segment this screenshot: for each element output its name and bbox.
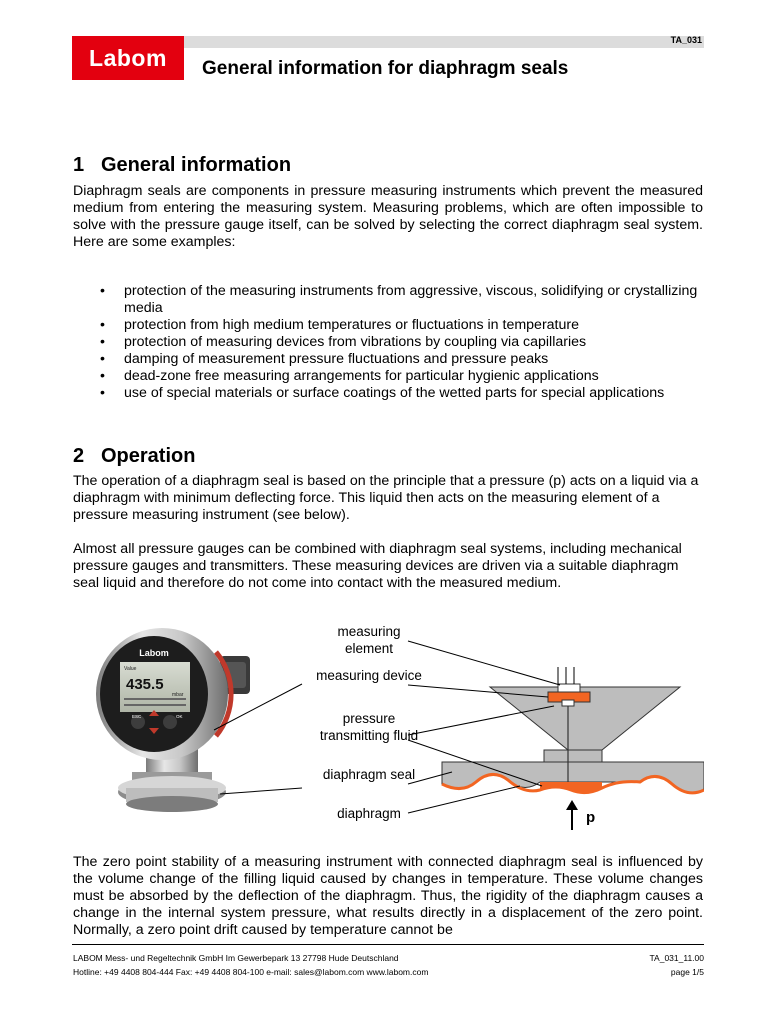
ok-label: OK [176, 714, 183, 719]
list-item: • dead-zone free measuring arrangements for particular hygienic applications [73, 368, 703, 385]
doc-id: TA_031 [670, 35, 702, 45]
transmitter-photo [96, 628, 250, 812]
device-brand: Labom [139, 648, 169, 658]
flange-bottom [126, 796, 218, 812]
pressure-label: p [586, 809, 596, 826]
leader-diaphragm [408, 786, 520, 813]
label-box-measuring-element: measuring element [337, 624, 401, 656]
section-number: 1 [73, 154, 85, 176]
lcd-unit: mbar [172, 692, 184, 698]
intro-paragraph: Diaphragm seals are components in pressure measuring instruments which prevent the measured medium from entering the measuring system. Measuring problems, which are often impossible to solve with the pressure gauge itself, can be solved by selecting the correct diaphragm seal system. Here are some examples: [73, 183, 703, 250]
section-title: Operation [101, 445, 196, 467]
label-box-pressure-fluid: pressure transmitting fluid [319, 711, 419, 743]
pressure-arrow-icon [566, 800, 578, 810]
footer-company: LABOM Mess- und Regeltechnik GmbH Im Gewerbepark 13 27798 Hude Deutschland [73, 953, 399, 963]
ok-button [163, 715, 177, 729]
section-2-heading [73, 445, 195, 468]
lcd-value: 435.5 [126, 676, 164, 693]
examples-list [73, 283, 703, 402]
label-box-diaphragm-seal: diaphragm seal [322, 767, 416, 782]
labom-logo: Labom [72, 36, 184, 80]
leader-seal [220, 788, 302, 794]
list-item: • use of special materials or surface coatings of the wetted parts for special applications [73, 385, 703, 402]
operation-paragraph-2: Almost all pressure gauges can be combined with diaphragm seal systems, including mechanical pressure gauges and transmitters. These measuring devices are driven via a suitable diaphragm seal liquid and therefore do not come into contact with the measured medium. [73, 541, 682, 591]
footer-divider [72, 944, 704, 945]
header-bar [184, 36, 704, 48]
sensor-base [562, 700, 574, 706]
list-item: • protection from high medium temperatures or fluctuations in temperature [73, 317, 703, 334]
operation-paragraph-3: The zero point stability of a measuring instrument with connected diaphragm seal is influenced by the volume change of the filling liquid caused by changes in temperature. These volume changes must be absorbed by the deflection of the diaphragm. Thus, the rigidity of the diaphragm causes a change in the internal system pressure, what results directly in a displacement of the zero point. Normally, a zero point drift caused by temperature cannot be [73, 854, 703, 938]
footer-doc-version: TA_031_11.00 [649, 953, 704, 963]
list-item: • protection of the measuring instruments from aggressive, viscous, solidifying or crystallizing media [73, 283, 703, 317]
section-title: General information [101, 154, 292, 176]
leader-element [408, 641, 560, 685]
footer-contact: Hotline: +49 4408 804-444 Fax: +49 4408 804-100 e-mail: sales@labom.com www.labom.com [73, 967, 429, 977]
lcd-header: Value [124, 666, 137, 672]
section-1-heading [73, 154, 291, 177]
list-item: • protection of measuring devices from vibrations by coupling via capillaries [73, 334, 703, 351]
section-number: 2 [73, 445, 85, 467]
page-title: General information for diaphragm seals [202, 58, 569, 79]
list-item: • damping of measurement pressure fluctuations and pressure peaks [73, 351, 703, 368]
lcd-line [124, 704, 186, 706]
footer-page-number: page 1/5 [670, 967, 704, 977]
label-box-diaphragm: diaphragm [337, 806, 401, 821]
operation-paragraph-1: The operation of a diaphragm seal is based on the principle that a pressure (p) acts on a liquid via a diaphragm with minimum deflecting force. This liquid then acts on the measuring element of a pressure measuring instrument (see below). [73, 473, 699, 523]
seal-neck [544, 750, 602, 762]
lcd-line [124, 698, 186, 700]
sensor-chip [558, 684, 580, 692]
label-box-measuring-device: measuring device [316, 668, 422, 683]
esc-label: ESC [132, 714, 142, 719]
